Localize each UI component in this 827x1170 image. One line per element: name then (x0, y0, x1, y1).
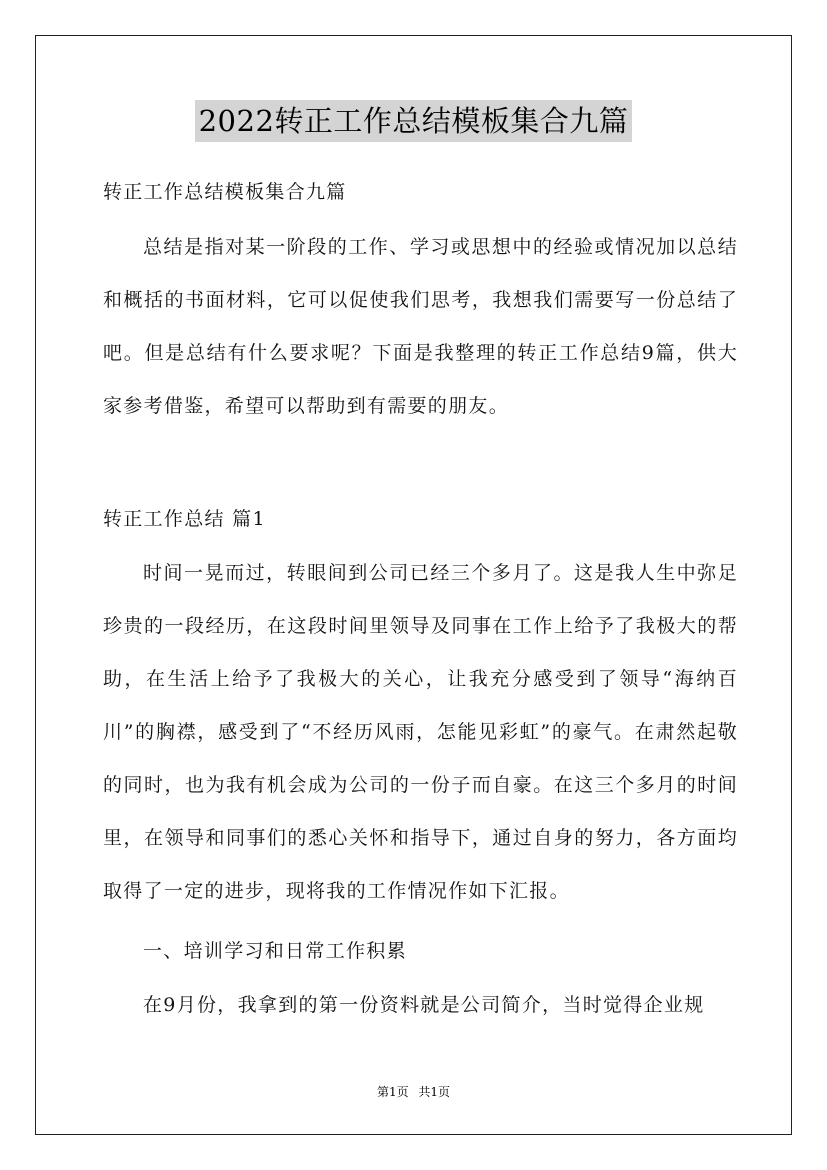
paragraph-2: 在9月份，我拿到的第一份资料就是公司简介，当时觉得企业规 (143, 994, 705, 1016)
page-number-current: 第1页 (376, 1085, 409, 1099)
paragraph-1: 时间一晃而过，转眼间到公司已经三个多月了。这是我人生中弥足珍贵的一段经历，在这段时间里领导及同事在工作上给予了我极大的帮助，在生活上给予了我极大的关心，让我充分感受到了领导“海纳百川”的胸襟，感受到了“不经历风雨，怎能见彩虹”的豪气。在肃然起敬的同时，也为我有机会成为公司的一份子而自豪。在这三个多月的时间里，在领导和同事们的悉心关怀和指导下，通过自身的努力，各方面均取得了一定的进步，现将我的工作情况作如下汇报。 (103, 562, 738, 902)
page-number-total: 共1页 (418, 1085, 451, 1099)
intro-paragraph: 总结是指对某一阶段的工作、学习或思想中的经验或情况加以总结和概括的书面材料，它可以促使我们思考，我想我们需要写一份总结了吧。但是总结有什么要求呢？下面是我整理的转正工作总结9篇，供大家参考借鉴，希望可以帮助到有需要的朋友。 (103, 236, 738, 417)
page-footer (0, 1084, 827, 1100)
section-heading: 转正工作总结 篇1 (103, 508, 266, 530)
document-title: 2022转正工作总结模板集合九篇 (195, 100, 633, 142)
document-subtitle: 转正工作总结模板集合九篇 (103, 181, 347, 203)
title-container (0, 100, 827, 142)
item-1-heading: 一、培训学习和日常工作积累 (143, 940, 407, 962)
